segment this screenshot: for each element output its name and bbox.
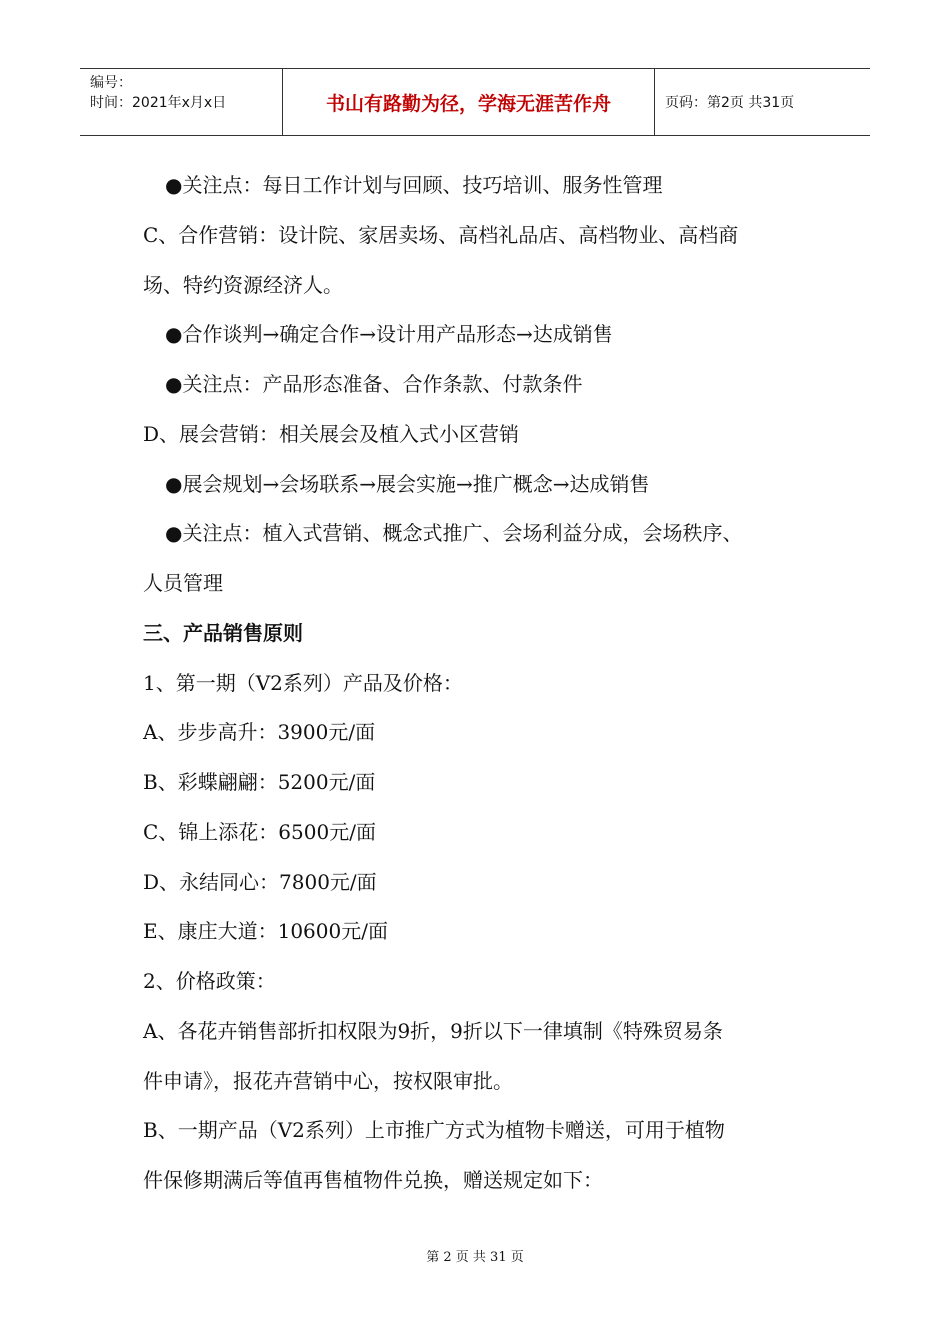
text-line: 人员管理 bbox=[143, 571, 223, 595]
text-line: 场、特约资源经济人。 bbox=[143, 273, 343, 297]
header-page-info: 页码：第2页 共31页 bbox=[665, 95, 795, 111]
text-line: ●关注点：植入式营销、概念式推广、会场利益分成，会场秩序、 bbox=[165, 521, 743, 545]
text-line: ●关注点：产品形态准备、合作条款、付款条件 bbox=[165, 372, 583, 396]
header-motto: 书山有路勤为径，学海无涯苦作舟 bbox=[282, 69, 655, 135]
document-number: 编号： bbox=[90, 75, 132, 91]
document-time: 时间：2021年x月x日 bbox=[90, 95, 227, 111]
price-line: E、康庄大道：10600元/面 bbox=[143, 919, 388, 943]
text-line: B、一期产品（V2系列）上市推广方式为植物卡赠送，可用于植物 bbox=[143, 1118, 725, 1142]
text-line: C、合作营销：设计院、家居卖场、高档礼品店、高档物业、高档商 bbox=[143, 223, 739, 247]
page-header bbox=[80, 68, 870, 136]
text-line: 件申请》，报花卉营销中心，按权限审批。 bbox=[143, 1069, 513, 1093]
section-heading: 三、产品销售原则 bbox=[143, 621, 303, 645]
text-line: 2、价格政策： bbox=[143, 969, 276, 993]
price-line: A、步步高升：3900元/面 bbox=[143, 720, 376, 744]
text-line: 件保修期满后等值再售植物件兑换，赠送规定如下： bbox=[143, 1168, 603, 1192]
text-line: A、各花卉销售部折扣权限为9折，9折以下一律填制《特殊贸易条 bbox=[143, 1019, 723, 1043]
page-footer: 第 2 页 共 31 页 bbox=[426, 1250, 524, 1265]
text-line: ●合作谈判→确定合作→设计用产品形态→达成销售 bbox=[165, 322, 613, 346]
text-line: ●关注点：每日工作计划与回顾、技巧培训、服务性管理 bbox=[165, 173, 663, 197]
price-line: D、永结同心：7800元/面 bbox=[143, 870, 377, 894]
text-line: D、展会营销：相关展会及植入式小区营销 bbox=[143, 422, 520, 446]
text-line: ●展会规划→会场联系→展会实施→推广概念→达成销售 bbox=[165, 472, 650, 496]
price-line: B、彩蝶翩翩：5200元/面 bbox=[143, 770, 376, 794]
text-line: 1、第一期（V2系列）产品及价格： bbox=[143, 671, 463, 695]
price-line: C、锦上添花：6500元/面 bbox=[143, 820, 376, 844]
header-meta bbox=[80, 69, 282, 135]
